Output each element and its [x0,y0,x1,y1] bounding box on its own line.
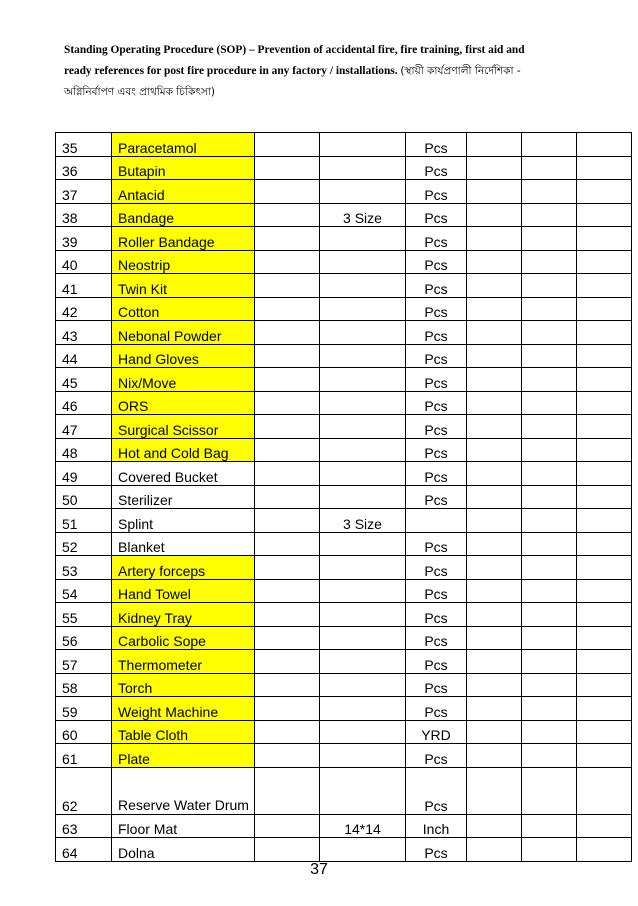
qty-cell-2 [522,838,577,862]
item-number-cell: 38 [56,203,112,227]
item-number-cell: 44 [56,344,112,368]
item-number-cell: 57 [56,650,112,674]
item-size-cell [320,227,406,251]
item-number-cell: 52 [56,532,112,556]
item-blank-cell [255,767,320,814]
qty-cell-1 [467,838,522,862]
item-name-cell: Nix/Move [112,368,255,392]
table-row [56,156,632,180]
qty-cell-1 [467,133,522,157]
item-name-cell: Surgical Scissor [112,415,255,439]
table-row [56,438,632,462]
qty-cell-2 [522,227,577,251]
item-size-cell [320,133,406,157]
qty-cell-2 [522,415,577,439]
item-name-cell: Hand Towel [112,579,255,603]
table-row [56,767,632,814]
page-number: 37 [310,861,328,878]
qty-cell-2 [522,556,577,580]
qty-cell-3 [577,203,632,227]
item-blank-cell [255,250,320,274]
qty-cell-1 [467,227,522,251]
item-name-cell: Table Cloth [112,720,255,744]
qty-cell-1 [467,603,522,627]
item-blank-cell [255,579,320,603]
qty-cell-1 [467,368,522,392]
item-blank-cell [255,438,320,462]
qty-cell-1 [467,415,522,439]
item-unit-cell: Pcs [406,556,467,580]
item-blank-cell [255,626,320,650]
item-name-cell: Cotton [112,297,255,321]
table-row [56,180,632,204]
qty-cell-1 [467,485,522,509]
item-blank-cell [255,297,320,321]
qty-cell-3 [577,180,632,204]
item-size-cell [320,579,406,603]
qty-cell-1 [467,556,522,580]
qty-cell-3 [577,368,632,392]
item-number-cell: 47 [56,415,112,439]
qty-cell-3 [577,156,632,180]
item-size-cell [320,744,406,768]
qty-cell-1 [467,344,522,368]
item-unit-cell: Pcs [406,532,467,556]
item-size-cell [320,391,406,415]
item-size-cell [320,838,406,862]
qty-cell-2 [522,203,577,227]
item-unit-cell: Pcs [406,203,467,227]
item-unit-cell: Pcs [406,250,467,274]
item-name-cell: Paracetamol [112,133,255,157]
item-blank-cell [255,180,320,204]
qty-cell-2 [522,391,577,415]
item-unit-cell: Pcs [406,415,467,439]
qty-cell-2 [522,438,577,462]
table-row [56,415,632,439]
qty-cell-3 [577,509,632,533]
qty-cell-2 [522,485,577,509]
item-blank-cell [255,274,320,298]
qty-cell-3 [577,321,632,345]
qty-cell-2 [522,673,577,697]
item-number-cell: 55 [56,603,112,627]
item-blank-cell [255,133,320,157]
item-blank-cell [255,673,320,697]
qty-cell-3 [577,485,632,509]
table-row [56,344,632,368]
qty-cell-3 [577,697,632,721]
qty-cell-2 [522,297,577,321]
item-name-cell: Sterilizer [112,485,255,509]
qty-cell-1 [467,250,522,274]
item-size-cell: 14*14 [320,814,406,838]
item-unit-cell: Pcs [406,368,467,392]
item-name-cell: Nebonal Powder [112,321,255,345]
item-unit-cell: Pcs [406,321,467,345]
item-unit-cell: Pcs [406,133,467,157]
table-row [56,274,632,298]
qty-cell-3 [577,438,632,462]
item-number-cell: 43 [56,321,112,345]
table-row [56,673,632,697]
item-blank-cell [255,368,320,392]
table-row [56,321,632,345]
qty-cell-1 [467,203,522,227]
item-number-cell: 64 [56,838,112,862]
item-number-cell: 37 [56,180,112,204]
item-size-cell [320,485,406,509]
item-blank-cell [255,744,320,768]
item-size-cell [320,438,406,462]
item-size-cell [320,697,406,721]
item-size-cell [320,532,406,556]
qty-cell-2 [522,250,577,274]
item-unit-cell: Pcs [406,626,467,650]
qty-cell-1 [467,697,522,721]
qty-cell-2 [522,368,577,392]
item-blank-cell [255,814,320,838]
item-number-cell: 48 [56,438,112,462]
table-row [56,485,632,509]
item-unit-cell: Pcs [406,297,467,321]
qty-cell-1 [467,297,522,321]
qty-cell-1 [467,767,522,814]
qty-cell-2 [522,650,577,674]
qty-cell-3 [577,274,632,298]
qty-cell-2 [522,509,577,533]
item-size-cell [320,368,406,392]
qty-cell-2 [522,344,577,368]
item-number-cell: 60 [56,720,112,744]
item-size-cell [320,767,406,814]
item-name-cell: Twin Kit [112,274,255,298]
item-size-cell [320,156,406,180]
item-blank-cell [255,697,320,721]
qty-cell-2 [522,532,577,556]
item-blank-cell [255,720,320,744]
qty-cell-2 [522,744,577,768]
qty-cell-3 [577,556,632,580]
qty-cell-3 [577,744,632,768]
item-unit-cell: Pcs [406,603,467,627]
qty-cell-3 [577,415,632,439]
item-number-cell: 41 [56,274,112,298]
qty-cell-2 [522,603,577,627]
item-size-cell [320,274,406,298]
table-row [56,227,632,251]
qty-cell-1 [467,509,522,533]
qty-cell-3 [577,133,632,157]
item-blank-cell [255,509,320,533]
qty-cell-1 [467,180,522,204]
table-row [56,462,632,486]
first-aid-items-table [55,132,632,862]
table-row [56,391,632,415]
qty-cell-2 [522,274,577,298]
item-number-cell: 35 [56,133,112,157]
item-name-cell: ORS [112,391,255,415]
item-blank-cell [255,603,320,627]
qty-cell-2 [522,767,577,814]
table-row [56,838,632,862]
item-name-cell: Thermometer [112,650,255,674]
item-blank-cell [255,462,320,486]
item-size-cell [320,556,406,580]
qty-cell-2 [522,579,577,603]
table-body [56,133,632,862]
item-number-cell: 51 [56,509,112,533]
qty-cell-1 [467,532,522,556]
qty-cell-2 [522,626,577,650]
item-unit-cell: Pcs [406,697,467,721]
qty-cell-3 [577,391,632,415]
item-name-cell: Torch [112,673,255,697]
qty-cell-1 [467,626,522,650]
qty-cell-3 [577,227,632,251]
item-blank-cell [255,391,320,415]
qty-cell-1 [467,673,522,697]
qty-cell-3 [577,344,632,368]
qty-cell-2 [522,133,577,157]
item-unit-cell: Pcs [406,274,467,298]
item-blank-cell [255,650,320,674]
item-blank-cell [255,156,320,180]
item-unit-cell: Pcs [406,673,467,697]
item-name-cell: Floor Mat [112,814,255,838]
item-size-cell [320,344,406,368]
qty-cell-2 [522,180,577,204]
table-row [56,697,632,721]
item-name-cell: Blanket [112,532,255,556]
item-number-cell: 62 [56,767,112,814]
qty-cell-2 [522,697,577,721]
qty-cell-2 [522,156,577,180]
item-number-cell: 45 [56,368,112,392]
item-name-cell: Bandage [112,203,255,227]
qty-cell-1 [467,438,522,462]
item-name-cell: Dolna [112,838,255,862]
table-row [56,744,632,768]
item-number-cell: 58 [56,673,112,697]
qty-cell-3 [577,626,632,650]
item-number-cell: 63 [56,814,112,838]
item-unit-cell [406,509,467,533]
qty-cell-3 [577,297,632,321]
table-row [56,579,632,603]
item-number-cell: 54 [56,579,112,603]
item-size-cell [320,650,406,674]
item-blank-cell [255,321,320,345]
item-blank-cell [255,532,320,556]
item-number-cell: 42 [56,297,112,321]
item-unit-cell: Pcs [406,650,467,674]
table-row [56,133,632,157]
item-name-cell: Antacid [112,180,255,204]
item-blank-cell [255,485,320,509]
table-row [56,203,632,227]
qty-cell-3 [577,720,632,744]
item-unit-cell: Pcs [406,579,467,603]
table-row [56,250,632,274]
qty-cell-3 [577,250,632,274]
qty-cell-3 [577,462,632,486]
qty-cell-3 [577,650,632,674]
qty-cell-3 [577,673,632,697]
item-size-cell [320,626,406,650]
qty-cell-1 [467,579,522,603]
item-unit-cell: Pcs [406,227,467,251]
item-number-cell: 46 [56,391,112,415]
qty-cell-3 [577,579,632,603]
item-number-cell: 39 [56,227,112,251]
item-name-cell: Hot and Cold Bag [112,438,255,462]
header-title: Standing Operating Procedure (SOP) – Prevention of accidental fire, fire training, first aid and ready references for post fire procedure in any factory / installations. [64,44,525,77]
qty-cell-3 [577,814,632,838]
item-unit-cell: Pcs [406,344,467,368]
item-size-cell [320,250,406,274]
item-name-cell: Splint [112,509,255,533]
item-unit-cell: Inch [406,814,467,838]
item-unit-cell: Pcs [406,744,467,768]
item-blank-cell [255,344,320,368]
qty-cell-1 [467,650,522,674]
item-unit-cell: Pcs [406,391,467,415]
item-unit-cell: Pcs [406,767,467,814]
item-unit-cell: Pcs [406,438,467,462]
item-blank-cell [255,838,320,862]
item-name-cell: Covered Bucket [112,462,255,486]
table-row [56,368,632,392]
item-name-cell: Roller Bandage [112,227,255,251]
item-size-cell [320,673,406,697]
item-blank-cell [255,203,320,227]
item-unit-cell: Pcs [406,838,467,862]
item-number-cell: 50 [56,485,112,509]
qty-cell-2 [522,462,577,486]
qty-cell-3 [577,532,632,556]
item-blank-cell [255,415,320,439]
document-header [64,40,534,103]
item-name-cell: Artery forceps [112,556,255,580]
item-unit-cell: Pcs [406,180,467,204]
qty-cell-1 [467,274,522,298]
item-name-cell: Neostrip [112,250,255,274]
item-name-cell: Butapin [112,156,255,180]
item-size-cell: 3 Size [320,203,406,227]
item-unit-cell: YRD [406,720,467,744]
item-name-cell: Plate [112,744,255,768]
qty-cell-1 [467,462,522,486]
item-size-cell [320,462,406,486]
qty-cell-3 [577,838,632,862]
qty-cell-1 [467,744,522,768]
table-row [56,626,632,650]
qty-cell-2 [522,720,577,744]
table-row [56,297,632,321]
item-unit-cell: Pcs [406,485,467,509]
item-number-cell: 56 [56,626,112,650]
item-name-cell: Kidney Tray [112,603,255,627]
item-number-cell: 61 [56,744,112,768]
table-row [56,603,632,627]
item-size-cell [320,603,406,627]
item-size-cell [320,720,406,744]
item-unit-cell: Pcs [406,156,467,180]
table-row [56,720,632,744]
item-blank-cell [255,227,320,251]
item-number-cell: 36 [56,156,112,180]
qty-cell-1 [467,391,522,415]
item-number-cell: 49 [56,462,112,486]
qty-cell-1 [467,321,522,345]
item-size-cell [320,415,406,439]
qty-cell-2 [522,321,577,345]
item-size-cell: 3 Size [320,509,406,533]
item-number-cell: 59 [56,697,112,721]
item-number-cell: 40 [56,250,112,274]
item-name-cell: Carbolic Sope [112,626,255,650]
item-number-cell: 53 [56,556,112,580]
item-size-cell [320,297,406,321]
item-size-cell [320,180,406,204]
qty-cell-3 [577,767,632,814]
item-name-cell: Weight Machine [112,697,255,721]
item-name-cell: Reserve Water Drum [112,767,255,814]
item-blank-cell [255,556,320,580]
table-row [56,509,632,533]
qty-cell-3 [577,603,632,627]
qty-cell-1 [467,156,522,180]
table-row [56,650,632,674]
qty-cell-2 [522,814,577,838]
table-row [56,814,632,838]
item-size-cell [320,321,406,345]
header-bangla-subtitle: (স্থায়ী কার্যপ্রণালী নির্দেশিকা - অগ্নিনির্বাপণ এবং প্রাথমিক চিকিৎসা) [64,65,521,98]
item-name-cell: Hand Gloves [112,344,255,368]
table-row [56,532,632,556]
qty-cell-1 [467,814,522,838]
table-row [56,556,632,580]
item-unit-cell: Pcs [406,462,467,486]
qty-cell-1 [467,720,522,744]
